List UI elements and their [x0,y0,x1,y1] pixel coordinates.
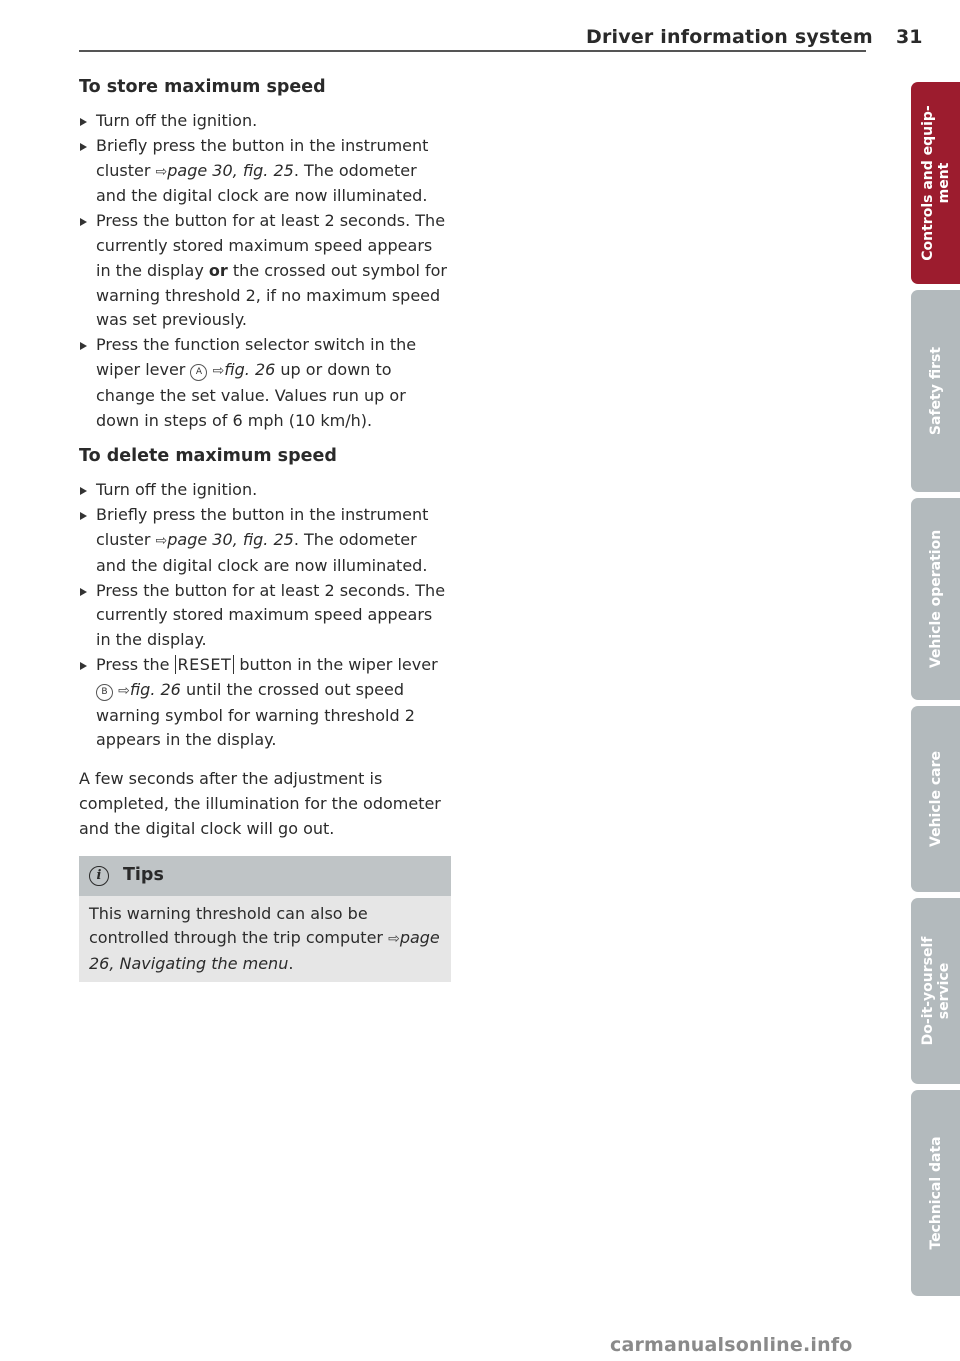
list-item [79,478,451,503]
cross-reference-link[interactable]: page 30, fig. 25 [167,529,294,549]
step-text: . The odometer and the digital clock are now illuminated. [96,529,428,575]
tab-safety-first[interactable] [911,290,960,492]
tips-box [79,856,451,983]
watermark-logo: carmanualsonline.info [610,1334,853,1356]
info-icon: i [89,866,109,886]
tab-do-it-yourself-service[interactable] [911,898,960,1084]
cross-reference-link[interactable]: fig. 26 [129,679,181,699]
list-item [79,134,451,209]
callout-marker-b: B [96,684,113,701]
tab-label: Vehicle care [927,751,944,847]
tab-vehicle-operation[interactable] [911,498,960,700]
bullet-arrow-icon [80,487,87,495]
tab-label: Technical data [927,1136,944,1250]
heading-delete-maximum-speed: To delete maximum speed [79,446,337,467]
delete-steps-list [79,478,451,753]
tips-header [79,856,451,896]
cross-reference-arrow-icon: ⇨ [388,931,400,948]
bullet-arrow-icon [80,118,87,126]
step-text: up or down to change the set value. Values run up or down in steps of 6 mph (10 km/h). [96,359,406,430]
tab-technical-data[interactable] [911,1090,960,1296]
step-text: Press the button for at least 2 seconds. The currently stored maximum speed appears in the display [96,211,446,280]
reset-key-label: RESET [175,655,235,674]
step-text: Briefly press the button in the instrument cluster [96,135,429,180]
step-text: Briefly press the button in the instrument cluster [96,505,429,549]
step-text: . The odometer and the digital clock are now illuminated. [96,160,428,206]
step-text: button in the wiper lever [234,654,438,674]
body-paragraph: A few seconds after the adjustment is completed, the illumination for the odometer and the digital clock will go out. [79,769,441,838]
heading-store-maximum-speed: To store maximum speed [79,77,326,97]
tab-controls-and-equipment[interactable] [911,82,960,284]
cross-reference-link[interactable]: fig. 26 [224,359,276,379]
header-divider [79,50,866,52]
step-text: Press the [96,654,175,674]
cross-reference-arrow-icon: ⇨ [212,362,225,379]
list-item [79,653,451,753]
bullet-arrow-icon [80,143,87,151]
step-text: Turn off the ignition. [96,111,258,130]
bullet-arrow-icon [80,218,87,226]
list-item [79,333,451,433]
emphasis-or: or [208,260,228,280]
list-item [79,503,451,578]
callout-marker-a: A [190,364,207,381]
cross-reference-arrow-icon: ⇨ [118,682,130,699]
step-text: until the crossed out speed warning symbol for warning threshold 2 appears in the display. [96,679,415,750]
tips-text: . [288,953,294,973]
tips-title: Tips [123,865,164,886]
list-item [79,579,451,653]
tab-label: Controls and equip- ment [919,105,952,261]
tab-label: Do-it-yourself service [919,936,952,1046]
cross-reference-link[interactable]: page 26, Navigating the menu [89,928,440,973]
list-item [79,109,451,134]
bullet-arrow-icon [80,342,87,350]
step-text: the crossed out symbol for warning threshold 2, if no maximum speed was set previously. [96,260,447,330]
running-header-title: Driver information system [586,26,873,48]
tips-body [79,896,451,983]
bullet-arrow-icon [80,662,87,670]
page-number: 31 [896,26,923,48]
cross-reference-arrow-icon: ⇨ [155,532,168,549]
tab-label: Vehicle operation [927,529,944,669]
bullet-arrow-icon [80,588,87,596]
main-column [79,74,451,982]
bullet-arrow-icon [80,512,87,520]
cross-reference-link[interactable]: page 30, fig. 25 [167,160,294,180]
tab-label: Safety first [927,346,944,436]
tips-text: This warning threshold can also be controlled through the trip computer [89,903,389,948]
cross-reference-arrow-icon: ⇨ [155,163,168,180]
step-text: Press the button for at least 2 seconds. The currently stored maximum speed appears in the display. [96,580,446,650]
list-item [79,209,451,333]
tab-vehicle-care[interactable] [911,706,960,892]
store-steps-list [79,109,451,433]
step-text: Press the function selector switch in the wiper lever [96,335,417,379]
step-text: Turn off the ignition. [96,480,258,500]
